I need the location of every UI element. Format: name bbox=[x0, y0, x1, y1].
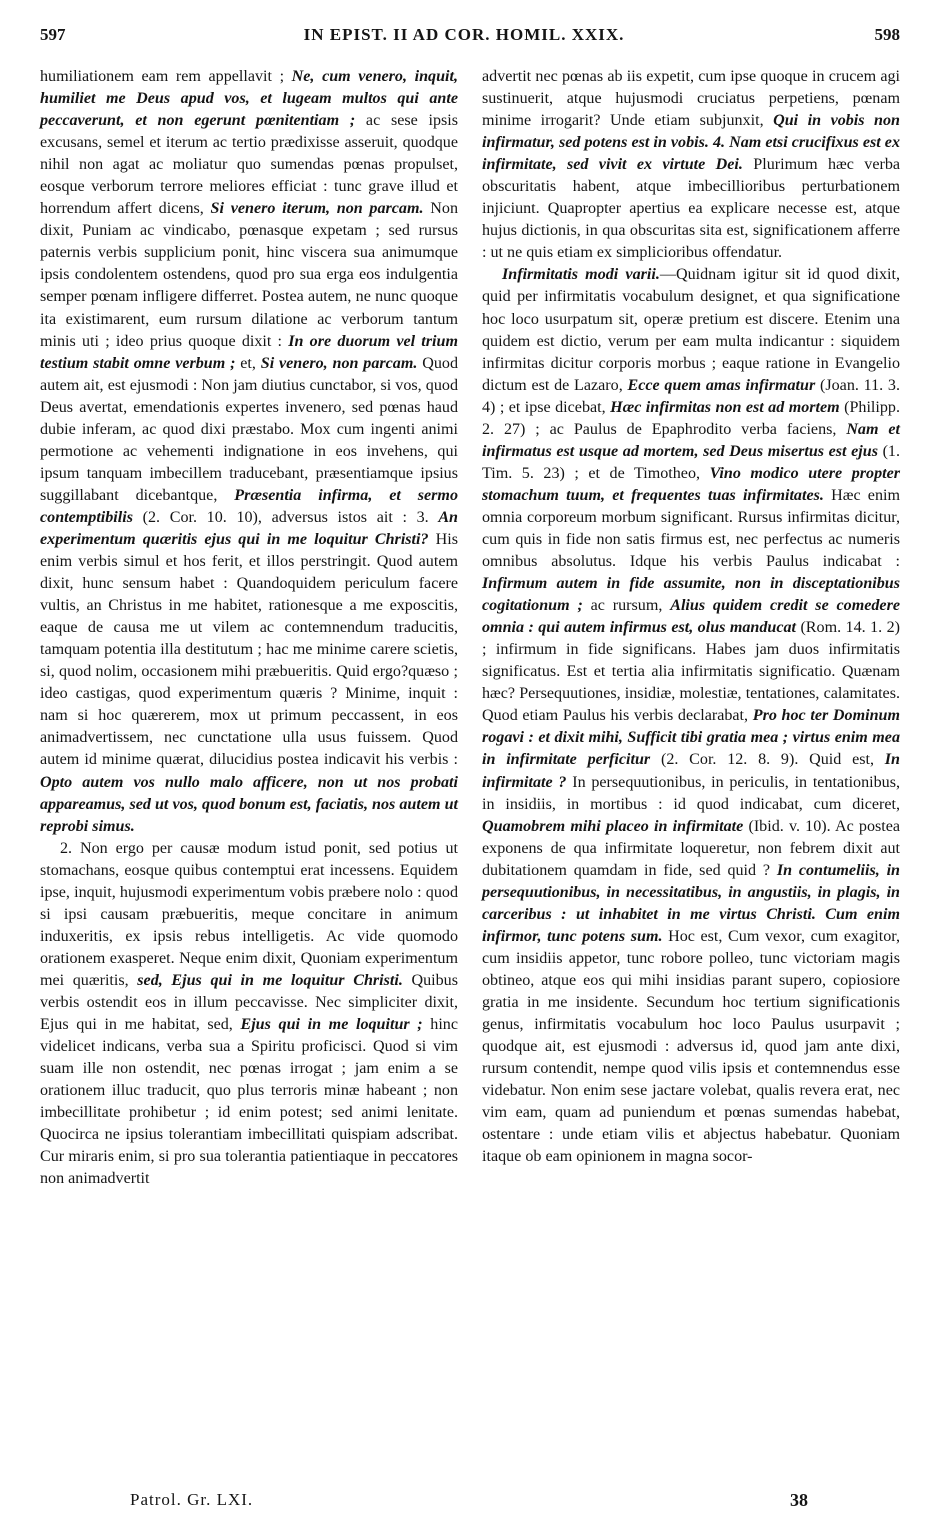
text-run: et, bbox=[235, 354, 261, 372]
text-run: (Ibid. v. 10). Ac postea exponens de qua infirmitate loqueretur, non febrem dixit aut dubitationem quamdam in fide, sed quid ? bbox=[482, 817, 901, 879]
italic-citation: Ejus qui in me loquitur ; bbox=[240, 1016, 423, 1034]
text-run: (2. Cor. 12. 8. 9). Quid est, bbox=[650, 751, 885, 769]
italic-citation: Nam et infirmatus est usque ad mortem, sed Deus misertus est ejus bbox=[482, 420, 901, 460]
paragraph bbox=[40, 838, 458, 1191]
left-column bbox=[40, 66, 458, 1190]
italic-citation: Infirmum autem in fide assumite, non in disceptationibus cogitationum ; bbox=[482, 575, 900, 615]
italic-citation: Infirmitatis modi varii. bbox=[502, 266, 660, 284]
text-run: Quod autem ait, est ejusmodi : Non jam diutius cunctabor, si vos, quod Deus avertat, emendationis expertes invenero, sed pœnas haud dubie inferam, ac quod dixi præstabo. Mox cum ingenti animi permotione ac vehementi indignatione in eos invehens, qui ipsum tanquam imbecillem traducebant, præsentiamque ipsius suggillabant dicebantque, bbox=[40, 354, 458, 504]
italic-citation: In infirmitate ? bbox=[482, 751, 900, 791]
text-run: (Joan. 11. 3. 4) ; et ipse dicebat, bbox=[482, 376, 900, 416]
text-run: 2. Non ergo per causæ modum istud ponit, sed potius ut stomachans, eosque quibus contemptui erat incessens. Equidem ipse, inquit, hujusmodi experimentum vobis præbere nolo : quod si ipsi causam præbueritis, meque concitare in animum induxeritis, ex ipsis rebus intelligetis. Ac vide quomodo orationem exasperet. Neque enim dixit, Quoniam experimentum mei quæritis, bbox=[40, 839, 458, 989]
text-run: Plurimum hæc verba obscuritatis habent, atque imbecillioribus perturbationem injiciunt. Quapropter apertius ea explicare necesse est, atque hujus dictionis, in qua obscuritas sita est, significationem afferre : ut ne quis etiam ex simplicioribus offendatur. bbox=[482, 156, 901, 262]
paragraph bbox=[482, 66, 900, 264]
italic-citation: Ecce quem amas infirmatur bbox=[627, 376, 816, 394]
italic-citation: Alius quidem credit se comedere omnia : qui autem infirmus est, olus manducat bbox=[482, 597, 900, 637]
italic-citation: An experimentum quæritis ejus qui in me loquitur Christi? bbox=[40, 508, 458, 548]
text-run: Hæc enim omnia corporeum morbum significant. Rursus infirmitas dicitur, cum quis in fide non satis firmus est, nec perfectus ac numeris omnibus absolutus. Idque his verbis Paulus indicabat : bbox=[482, 486, 900, 571]
right-column bbox=[482, 66, 900, 1168]
column-gutter bbox=[469, 70, 470, 1480]
page-number-left: 597 bbox=[40, 25, 66, 44]
italic-citation: Opto autem vos nullo malo afficere, non ut nos probati appareamus, sed ut vos, quod bonum est, faciatis, nos autem ut reprobi simus. bbox=[40, 773, 458, 835]
italic-citation: Præsentia infirma, et sermo contemptibilis bbox=[40, 486, 458, 526]
italic-citation: Si venero, non parcam. bbox=[260, 354, 418, 372]
text-run: ac rursum, bbox=[582, 597, 671, 615]
text-run: In persequutionibus, in periculis, in tentationibus, in insidiis, in mortibus : id quod indicabat, cum diceret, bbox=[482, 773, 901, 813]
italic-citation: Pro hoc ter Dominum rogavi : et dixit mihi, Sufficit tibi gratia mea ; virtus enim mea in infirmitate perficitur bbox=[482, 707, 900, 769]
italic-citation: Qui in vobis non infirmatur, sed potens est in vobis. 4. Nam etsi crucifixus est ex infirmitate, sed vivit ex virtute Dei. bbox=[482, 112, 900, 174]
text-run: Non dixit, Puniam ac vindicabo, pœnasque expetam ; sed rursus paternis verbis supplicium ponit, hinc viscera sua animumque ipsis condolentem ostendens, quod pro sua erga eos indulgentia semper pœnam infligere differret. Postea autem, ne nunc quoque ita existimarent, eum rursum dilatione ac verborum tantum minis uti ; ideo prius quoque dixit : bbox=[40, 200, 458, 350]
text-run: Quibus verbis ostendit eos in illum peccavisse. Nec simpliciter dixit, Ejus qui in me habitat, sed, bbox=[40, 971, 458, 1034]
italic-citation: Ne, cum venero, inquit, humiliet me Deus apud vos, et lugeam multos qui ante peccaverunt, et non egerunt pœnitentiam ; bbox=[40, 68, 458, 130]
text-run: (1. Tim. 5. 23) ; et de Timotheo, bbox=[482, 442, 900, 482]
page-number-right: 598 bbox=[874, 25, 900, 44]
page-footer bbox=[0, 1484, 940, 1524]
text-run: (Rom. 14. 1. 2) ; infirmum in fide significans. Habes jam duos infirmitatis significatus. Est et tertia alia infirmitatis significatio. Quænam hæc? Persequutiones, insidiæ, molestiæ, tentationes, calamitates. Quod etiam Paulus his verbis declarabat, bbox=[482, 619, 900, 725]
signature-mark: Patrol. Gr. LXI. bbox=[130, 1490, 254, 1509]
italic-citation: Si venero iterum, non parcam. bbox=[210, 200, 424, 218]
text-run: (2. Cor. 10. 10), adversus istos ait : 3. bbox=[133, 508, 439, 526]
text-run: humiliationem eam rem appellavit ; bbox=[40, 68, 292, 85]
text-run: —Quidnam igitur sit id quod dixit, quid per infirmitatis vocabulum designet, et qua significatione hoc loco usurpatum sit, operæ pretium est discere. Etenim una quidem est dictio, verum per eam multa indicantur : siquidem infirmitas dicitur corporis morbus ; eaque ratione in Evangelio dictum est de Lazaro, bbox=[482, 266, 900, 394]
running-title: IN EPIST. II AD COR. HOMIL. XXIX. bbox=[303, 25, 625, 44]
italic-citation: Vino modico utere propter stomachum tuum, et frequentes tuas infirmitates. bbox=[482, 464, 901, 504]
text-run: (Philipp. 2. 27) ; ac Paulus de Epaphrodito verba faciens, bbox=[482, 398, 900, 438]
italic-citation: sed, Ejus qui in me loquitur Christi. bbox=[137, 971, 403, 989]
signature-number: 38 bbox=[790, 1490, 808, 1510]
text-run: hinc videlicet indicans, verba sua a Spiritu proficisci. Quod si vim suam ille non ostendit, nec pœnas irrogat ; jam enim a se orationem illuc traducit, quo plus terroris minæ habeant ; non imbecillitate prohibetur ; id enim potest; sed animi lenitate. Quocirca ne ipsius tolerantiam imbecillitati quispiam adscribat. Cur miraris enim, si pro sua tolerantia patientiaque in peccatores non animadvertit bbox=[40, 1016, 459, 1188]
italic-citation: In ore duorum vel trium testium stabit omne verbum ; bbox=[40, 332, 458, 372]
italic-citation: Hæc infirmitas non est ad mortem bbox=[610, 398, 840, 416]
text-run: Hoc est, Cum vexor, cum exagitor, cum insidiis appetor, tunc robore polleo, tunc victoriam magis obtineo, atque eos qui mihi insidias parant supero, copiosiore gratia in me insidente. Secundum hoc tertium significationis genus, infirmitatis vocabulum hoc loco Paulus usurpavit ; quodque ait, est ejusmodi : adversus id, quod jam ante dixi, rursum contendit, nempe quod vilis ipsis et contemnendus esse videbatur. Non enim sese jactare volebat, qualis revera erat, nec vim eam, quam ad puniendum et pœnas sumendas habebat, ostentare : unde etiam vilis et abjectus habebatur. Quoniam itaque ob eam opinionem in magna socor- bbox=[482, 927, 900, 1166]
paragraph bbox=[482, 264, 900, 1168]
italic-citation: Quamobrem mihi placeo in infirmitate bbox=[482, 817, 744, 835]
text-run: advertit nec pœnas ab iis expetit, cum ipse quoque in crucem agi sustinuerit, atque hujusmodi cruciatus perpetiens, pœnam minime irrogarit? Unde etiam subjunxit, bbox=[482, 68, 900, 130]
paragraph bbox=[40, 66, 458, 838]
running-header bbox=[0, 0, 940, 70]
text-run: His enim verbis simul et hos ferit, et illos perstringit. Quod autem dixit, hunc sensum habet : Quandoquidem periculum facere vultis, an Christus in me habitet, rationesque a me exposcitis, eaque de causa me ut vilem ac contemnendum traducitis, tamquam potentia illa destitutum ; hac me minime carere scietis, si, quod nolim, occasionem mihi præbueritis. Quid ergo?quæso ; ideo castigas, quod experimentum quæris ? Minime, inquit : nam si hoc quærerem, mox ut primum peccassent, in eos animadvertissem, nec cunctatione ulla usus fuissem. Quod autem id minime quærat, dilucidius postea indicavit his verbis : bbox=[40, 530, 458, 769]
text-run: ac sese ipsis excusans, semel et iterum ac tertio prædixisse asseruit, quodque nihil non agat ac moliatur quo sumendas pœnas propulset, eosque verborum terrore meliores efficiat : tunc grave illud et horrendum affert dicens, bbox=[40, 112, 458, 218]
italic-citation: In contumeliis, in persequutionibus, in necessitatibus, in angustiis, in plagis, in carceribus : ut inhabitet in me virtus Christi. Cum enim infirmor, tunc potens sum. bbox=[482, 861, 901, 945]
